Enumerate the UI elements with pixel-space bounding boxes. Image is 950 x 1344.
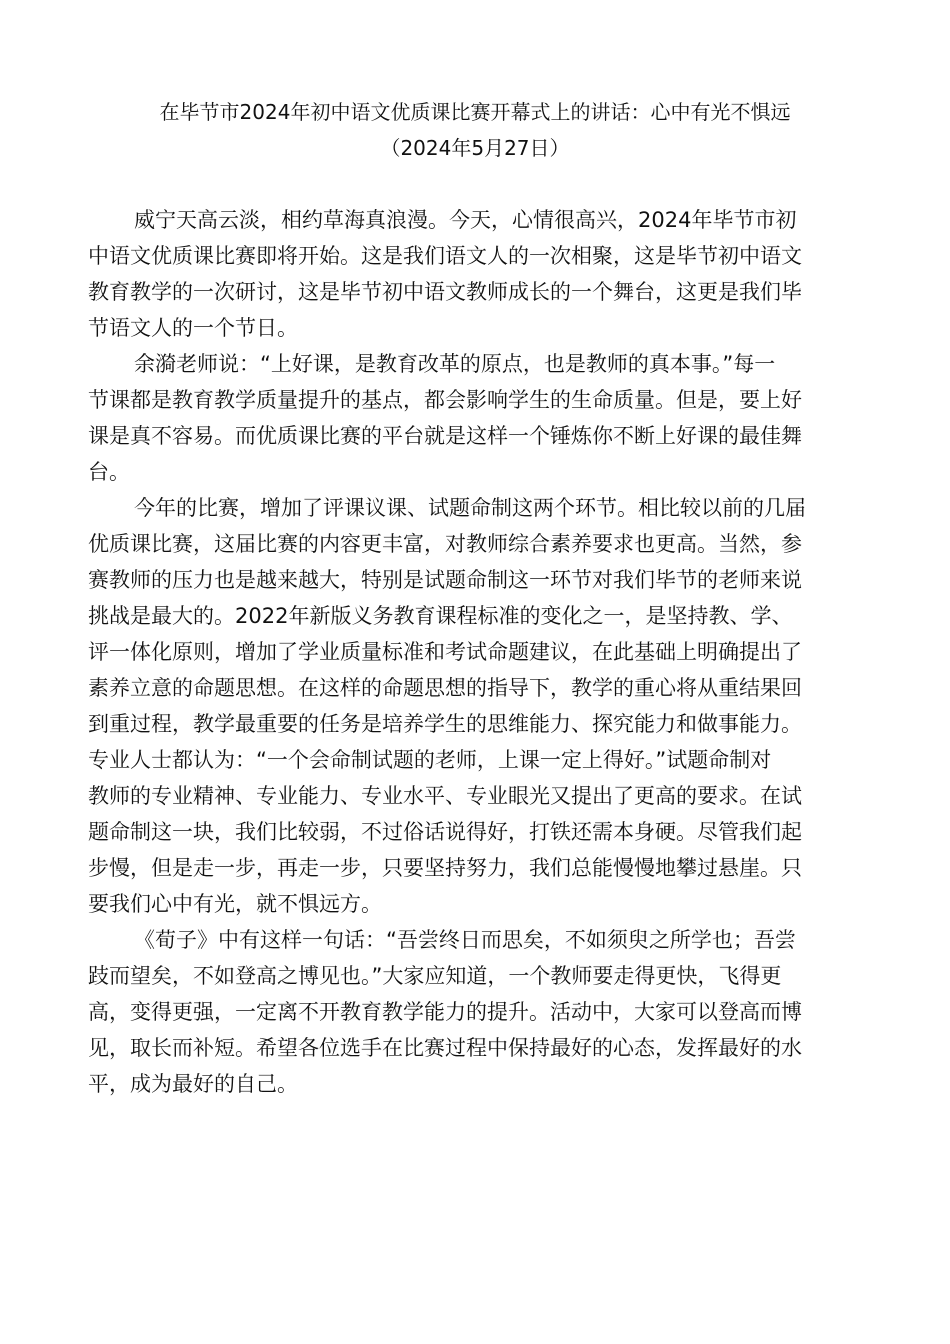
paragraph-line: 余漪老师说：“上好课，是教育改革的原点，也是教师的真本事。”每一 [134,352,776,376]
paragraph-line: 平，成为最好的自己。 [88,1072,298,1096]
paragraph [88,490,853,922]
paragraph-line: 节课都是教育教学质量提升的基点，都会影响学生的生命质量。但是，要上好 [88,388,802,412]
paragraph-line: 到重过程，教学最重要的任务是培养学生的思维能力、探究能力和做事能力。 [88,712,802,736]
paragraph-line: 教师的专业精神、专业能力、专业水平、专业眼光又提出了更高的要求。在试 [88,784,802,808]
paragraph-line: 题命制这一块，我们比较弱，不过俗话说得好，打铁还需本身硬。尽管我们起 [88,820,802,844]
paragraph-line: 素养立意的命题思想。在这样的命题思想的指导下，教学的重心将从重结果回 [88,676,802,700]
paragraph-line: 《荀子》中有这样一句话：“吾尝终日而思矣，不如须臾之所学也；吾尝 [134,928,796,952]
paragraph-line: 节语文人的一个节日。 [88,316,298,340]
paragraph-line: 跂而望矣，不如登高之博见也。”大家应知道，一个教师要走得更快，飞得更 [88,964,782,988]
paragraph [88,346,853,490]
paragraph-line: 专业人士都认为：“一个会命制试题的老师，上课一定上得好。”试题命制对 [88,748,772,772]
paragraph-line: 赛教师的压力也是越来越大，特别是试题命制这一环节对我们毕节的老师来说 [88,568,802,592]
paragraph-line: 挑战是最大的。2022年新版义务教育课程标准的变化之一，是坚持教、学、 [88,604,793,628]
paragraph-line: 台。 [88,460,130,484]
paragraph-line: 今年的比赛，增加了评课议课、试题命制这两个环节。相比较以前的几届 [134,496,806,520]
document-date: （2024年5月27日） [380,136,570,160]
paragraph-line: 评一体化原则，增加了学业质量标准和考试命题建议，在此基础上明确提出了 [88,640,802,664]
paragraph-line: 课是真不容易。而优质课比赛的平台就是这样一个锤炼你不断上好课的最佳舞 [88,424,802,448]
paragraph-line: 中语文优质课比赛即将开始。这是我们语文人的一次相聚，这是毕节初中语文 [88,244,802,268]
paragraph-line: 步慢，但是走一步，再走一步，只要坚持努力，我们总能慢慢地攀过悬崖。只 [88,856,802,880]
paragraph-line: 教育教学的一次研讨，这是毕节初中语文教师成长的一个舞台，这更是我们毕 [88,280,802,304]
paragraph-line: 要我们心中有光，就不惧远方。 [88,892,382,916]
paragraph-line: 高，变得更强，一定离不开教育教学能力的提升。活动中，大家可以登高而博 [88,1000,802,1024]
paragraph [88,922,853,1102]
paragraph-line: 见，取长而补短。希望各位选手在比赛过程中保持最好的心态，发挥最好的水 [88,1036,802,1060]
paragraph-line: 优质课比赛，这届比赛的内容更丰富，对教师综合素养要求也更高。当然，参 [88,532,802,556]
paragraph-line: 威宁天高云淡，相约草海真浪漫。今天，心情很高兴，2024年毕节市初 [134,208,797,232]
paragraph [88,202,853,346]
document-title: 在毕节市2024年初中语文优质课比赛开幕式上的讲话：心中有光不惧远 [159,100,791,124]
document-body [88,202,853,1102]
